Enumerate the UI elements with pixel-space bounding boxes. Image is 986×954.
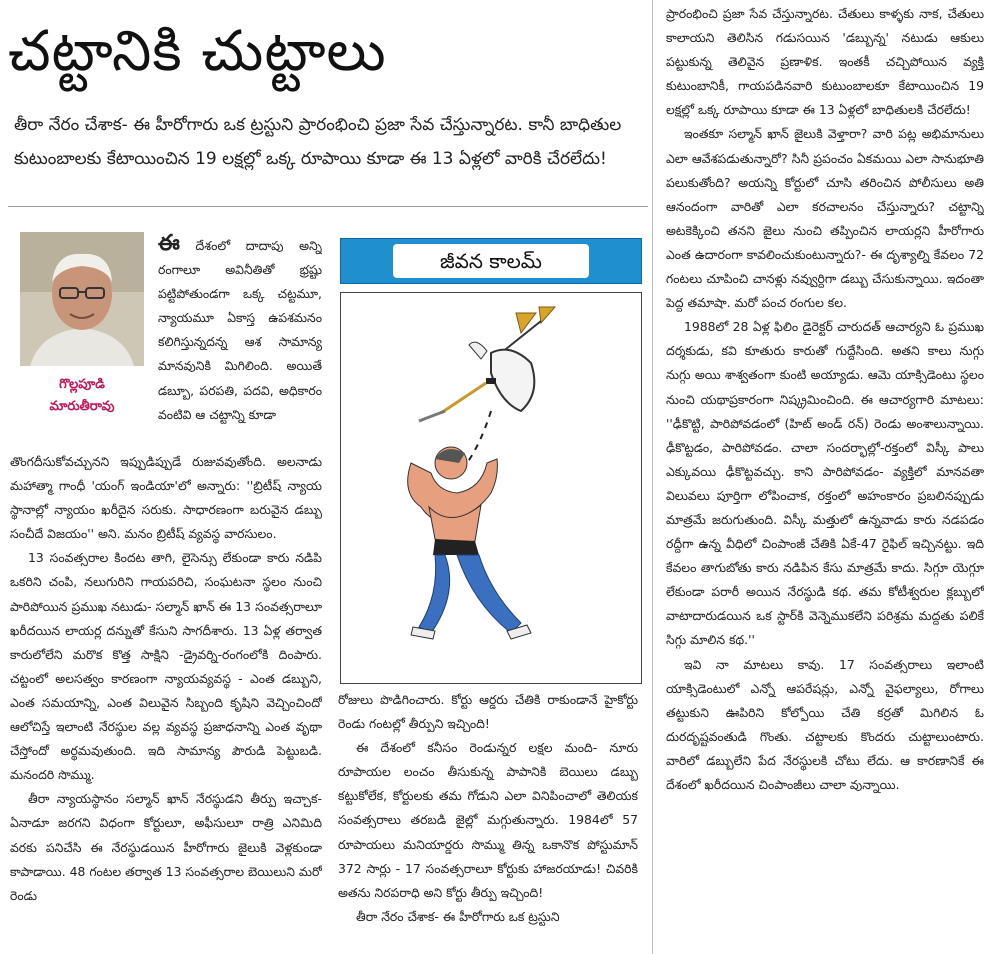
paragraph: తొంగదీసుకోవచ్చునని ఇప్పుడిప్పుడే రుజువవుతోంది. అలనాడు మహాత్మా గాంధీ 'యంగ్ ఇండియా'లో అన్నారు: ''బ్రిటీష్ న్యాయ స్థానాల్లో న్యాయం ఖరీదైన సరుకు. సాధారణంగా బరువైన డబ్బు సంచీదే విజయం'' అని. మనం బ్రిటీష్ వ్యవస్థ వారసులం. xyxy=(10,454,322,542)
article-column-1 xyxy=(10,450,322,952)
paragraph: ఇంతకూ సల్మాన్ ఖాన్ జైలుకి వెళ్తారా? వారి పట్ల అభిమానులు ఎలా ఆవేశపడుతున్నారో? సినీ ప్రపంచం ఏకమయి ఎలా సానుభూతి పలుకుతోంది? అయన్ని కోర్టులో చూసి తరించిన పోలీసులు అతి ఆనందంగా వారితో ఎలా కరచాలనం చేస్తున్నారు? చట్టాన్ని అటకెక్కించి తనని జైలు నుంచి తప్పించిన లాయర్లని హీరోగారు ఎంత ఉదారంగా కావలించుకుంటున్నారు?- ఈ దృశ్యాల్ని కేవలం 72 గంటలు చూపించి చానళ్లు నవ్వుర్దిగా డబ్బు చేసుకున్నాయి. ఇదంతా పెద్ద తమాషా. మరో పంచ రంగుల కల. xyxy=(666,126,984,311)
paragraph: 1988లో 28 ఏళ్ల ఫిలిం డైరెక్టర్ చారుదత్ ఆచార్యని ఓ ప్రముఖ దర్శకుడు, కవి కూతురు కారుతో గుద్దేసింది. అతని కాలు నుగ్గు నుగ్గు అయి శాశ్వతంగా కుంటి అయ్యాడు. ఆమె యాక్సిడెంటు స్థలం నుంచి యథాప్రకారంగా నిష్క్రమించింది. ఈ ఆచార్యగారి మాటలు: ''ఢీకొట్టి, పారిపోవడంలో (హిట్ అండ్ రన్) రెండు అంశాలున్నాయి. ఢీకొట్టడం, పారిపోవడం. చాలా సందర్భాల్లో-రక్తంలో విస్కీ పాలు ఎక్కువయి ఢీకొట్టవచ్చు. కాని పారిపోవడం- వ్యక్తిలో మానవతా విలువలు పూర్తిగా లోపించాక, రక్తంలో అహంకారం ప్రబలినప్పుడు మాత్రమే జరుగుతుంది. విస్కీ మత్తులో ఉన్నవాడు కారు నడపడం రద్దీగా ఉన్న వీధిలో చింపాంజీ చేతికి ఏకే-47 రైఫిల్ ఇచ్చినట్టు. ఇది కేవలం తాగుబోతు కారు నడిపిన కేసు మాత్రమే కాదు. సిగ్గూ యెగ్గూ లేకుండా పరారీ అయిన నేరస్థుడి కథ. తమ కోటీశ్వరుల క్లబ్బులో వాటాదారుడయిన ఒక స్టార్‌కి వెన్నెముకలేని పరిశ్రమ మద్దతు పలికే సిగ్గు మాలిన కథ.'' xyxy=(666,319,984,648)
article-column-2 xyxy=(338,688,638,952)
column-banner-title: జీవన కాలమ్ xyxy=(393,244,589,278)
deck: తీరా నేరం చేశాక- ఈ హీరోగారు ఒక ట్రస్టుని ప్రారంభించి ప్రజా సేవ చేస్తున్నారట. కానీ బాధితుల కుటుంబాలకు కేటాయించిన 19 లక్షల్లో ఒక్క రూపాయి కూడా ఈ 13 ఏళ్లలో వారికి చేరలేదు! xyxy=(14,115,622,169)
author-photo xyxy=(20,232,144,366)
paragraph: ప్రారంభించి ప్రజా సేవ చేస్తున్నారట. చేతులు కాళ్ళకు నాక, చేతులు కాలాయని తెలిసిన గడుసయిన 'డబ్బున్న' నటుడు ఆకులు పట్టుకున్న తెలివైన ప్రణాళిక. ఇంతకీ చచ్చిపోయిన వ్యక్తి కుటుంబానికీ, గాయపడినవారి కుటుంబాలకూ కేటాయించిన 19 లక్షల్లో ఒక్క రూపాయి కూడా ఈ 13 ఏళ్లలో బాధితులకి చేరలేదు! xyxy=(666,6,984,118)
paragraph: ఈ దేశంలో కనీసం రెండున్నర లక్షల మంది- నూరు రూపాయల లంచం తీసుకున్న పాపానికి బెయిలు డబ్బు కట్టుకోలేక, కోర్టులకు తమ గోడుని ఎలా వినిపించాలో తెలియక సంవత్సరాలు తరబడి జైల్లో మగ్గుతున్నారు. 1984లో 57 రూపాయలు మనియార్డరు సొమ్ము తిన్న ఒకానొక పోస్టుమాన్ 372 సార్లు - 17 సంవత్సరాలూ కోర్టుకు హాజరయాడు! చివరికి అతను నిరపరాధి అని కోర్టు తీర్పు ఇచ్చింది! xyxy=(338,740,638,900)
author-byline xyxy=(20,374,144,418)
drop-cap: ఈ xyxy=(158,232,180,256)
article-column-1-top xyxy=(158,232,322,448)
paragraph: తీరా న్యాయస్థానం సల్మాన్ ఖాన్ నేరస్థుడని తీర్పు ఇచ్చాక- ఏనాడూ జరగని విధంగా కోర్టులూ, అఫీసులూ రాత్రి ఎనిమిది వరకు పనిచేసి ఈ నేరస్థుడయిన హీరోగారు జైలుకి వెళ్లకుండా కాపాడాయి. 48 గంటల తర్వాత 13 సంవత్సరాల బెయిలుని మరో రెండు xyxy=(10,791,322,903)
paragraph: తీరా నేరం చేశాక- ఈ హీరోగారు ఒక ట్రస్టుని xyxy=(356,908,560,924)
article-column-3 xyxy=(666,2,984,952)
column-divider xyxy=(652,0,653,954)
paragraph: రోజులు పొడిగించారు. కోర్టు ఆర్డరు చేతికి రాకుండానే హైకోర్టు రెండు గంటల్లో తీర్పుని ఇచ్చింది! xyxy=(338,692,638,732)
headline: చట్టానికి చుట్టాలు xyxy=(8,19,387,84)
author-name-line1: గొల్లపూడి xyxy=(59,377,105,392)
paragraph: దేశంలో దాదాపు అన్ని రంగాలూ అవినీతితో భ్రష్టు పట్టిపోతుండగా ఒక్క చట్టమూ, న్యాయమూ ఏకాస్త ఉపశమనం కలిగిస్తున్నదన్న ఆశ సామాన్య మానవునికి మిగిలింది. అయితే డబ్బూ, పరపతి, పదవి, అధికారం వంటివి ఆ చట్టాన్ని కూడా xyxy=(158,238,322,422)
paragraph: 13 సంవత్సరాల కిందట తాగి, లైసెన్సు లేకుండా కారు నడిపి ఒకరిని చంపి, నలుగురిని గాయపరిచి, సంఘటనా స్థలం నుంచి పారిపోయిన ప్రముఖ నటుడు- సల్మాన్ ఖాన్ ఈ 13 సంవత్సరాలూ ఖరీదయిన లాయర్ల దన్నుతో కేసుని సాగదీశారు. 13 ఏళ్ల తర్వాత కారులోలేని మరొక కొత్త సాక్షిని -డ్రైవర్ని-రంగంలోకి దింపారు. చట్టంలో అలసత్వం కారణంగా న్యాయవ్యవస్థ - ఎంత డబ్బుని, ఎంత సమయాన్ని, ఎంత విలువైన సిబ్బంది కృషిని వెచ్చించిందో ఆలోచిస్తే ఇలాంటి నేరస్థుల వల్ల వ్యవస్థ ప్రజాధనాన్ని ఎంత వృథా చేస్తోందో అర్థమవుతుంది. ఇది సామాన్య పౌరుడి పెట్టుబడి. మనందరి సొమ్ము. xyxy=(10,550,322,783)
column-banner xyxy=(340,238,642,284)
divider-rule xyxy=(8,206,648,207)
paragraph: ఇవి నా మాటలు కావు. 17 సంవత్సరాలు ఇలాంటి యాక్సిడెంటులో ఎన్నో ఆపరేషన్లు, ఎన్నో వైఫల్యాలు, రోగాలు తట్టుకుని ఊపిరిని కోల్పోయి చేతి కర్రతో మిగిలిన ఓ దురదృష్టవంతుడి గొంతు. చట్టాలకు కొందరు చుట్టాలుంటారు. వారిలో డబ్బులేని పేద నేరస్థులకి చోటు లేదు. ఆ కారణానికే ఈ దేశంలో ఖరీదయిన చింపాంజీలు చాలా వున్నాయి. xyxy=(666,656,984,792)
author-name-line2: మారుతీరావు xyxy=(49,399,115,414)
cartoon-illustration xyxy=(340,292,642,684)
